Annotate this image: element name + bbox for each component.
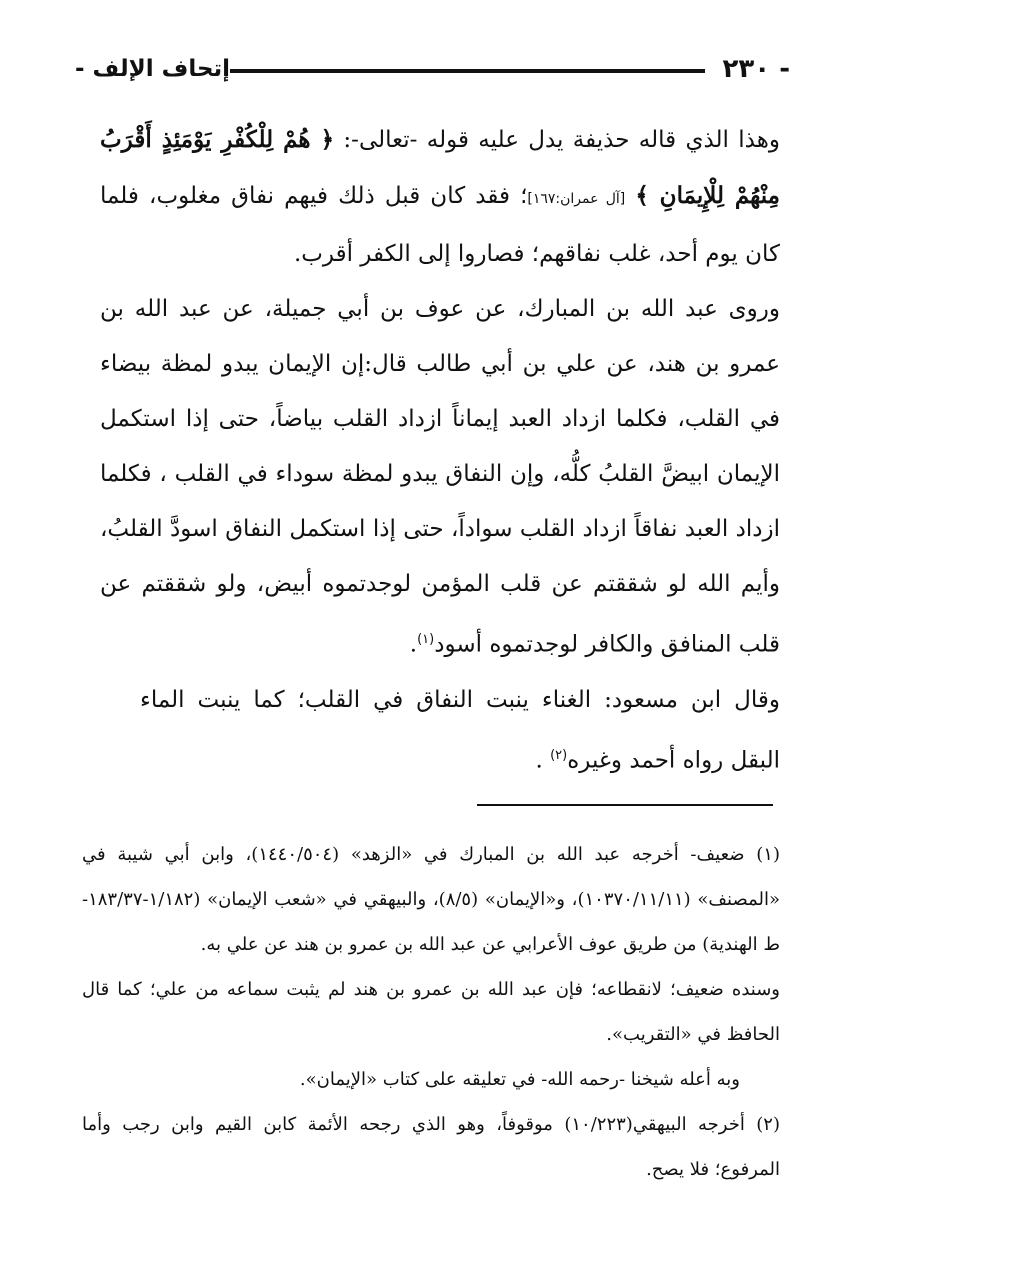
main-text bbox=[100, 112, 780, 788]
footnote-separator bbox=[477, 804, 773, 806]
paragraph-2-text: وروى عبد الله بن المبارك، عن عوف بن أبي جميلة، عن عبد الله بن عمرو بن هند، عن علي بن أبي طالب قال:إن الإيمان يبدو لمظة بيضاء في القلب، فكلما ازداد العبد إيماناً ازداد القلب بياضاً، حتى إذا استكمل الإيمان ابيضَّ القلبُ كلُّه، وإن النفاق يبدو لمظة سوداء في القلب ، فكلما ازداد العبد نفاقاً ازداد القلب سواداً، حتى إذا استكمل النفاق اسودَّ القلبُ، وأيم الله لو شققتم عن قلب المؤمن لوجدتموه أبيض، ولو شققتم عن قلب المنافق والكافر لوجدتموه أسود bbox=[100, 296, 780, 658]
header-rule bbox=[230, 69, 705, 73]
paragraph-1 bbox=[100, 112, 780, 282]
footnote-marker-2: (٢) bbox=[550, 747, 568, 763]
paragraph-2-end: . bbox=[409, 631, 418, 658]
paragraph-3-end: . bbox=[535, 747, 551, 774]
footnotes bbox=[82, 832, 780, 1192]
footnote-marker-1: (١) bbox=[417, 632, 435, 647]
footnote-2: (٢) أخرجه البيهقي(١٠/٢٢٣) موقوفاً، وهو الذي رجحه الأئمة كابن القيم وابن رجب وأما المرفوع؛ فلا يصح. bbox=[82, 1114, 780, 1180]
footnote-1: (١) ضعيف- أخرجه عبد الله بن المبارك في «الزهد» (١٤٤٠/٥٠٤)، وابن أبي شيبة في «المصنف» (١٠٣٧٠/١١/١١)، و«الإيمان» (٨/٥)، والبيهقي في «شعب الإيمان» (١/١٨٢-١٨٣/٣٧-ط الهندية) من طريق عوف الأعرابي عن عبد الله بن عمرو بن هند عن علي به. bbox=[82, 844, 780, 955]
paragraph-3 bbox=[100, 673, 780, 789]
paragraph-1-intro: وهذا الذي قاله حذيفة يدل عليه قوله -تعالى-: bbox=[334, 127, 780, 153]
paragraph-3-text: وقال ابن مسعود: الغناء ينبت النفاق في القلب؛ كما ينبت الماء البقل رواه أحمد وغيره bbox=[140, 686, 780, 774]
quran-verse: ﴿ هُمْ لِلْكُفْرِ يَوْمَئِذٍ أَقْرَبُ مِنْهُمْ لِلْإِيمَانِ ﴾ bbox=[100, 126, 780, 209]
running-title: إتحاف الإلف - bbox=[75, 56, 231, 82]
footnote-1-note: وسنده ضعيف؛ لانقطاعه؛ فإن عبد الله بن عمرو بن هند لم يثبت سماعه من علي؛ كما قال الحافظ في «التقريب». bbox=[82, 979, 780, 1045]
page-number: - ٢٣٠ bbox=[722, 54, 790, 84]
paragraph-1-rest: ؛ فقد كان قبل ذلك فيهم نفاق مغلوب، فلما كان يوم أحد، غلب نفاقهم؛ فصاروا إلى الكفر أقرب. bbox=[100, 183, 780, 267]
footnote-1-comment: وبه أعله شيخنا -رحمه الله- في تعليقه على كتاب «الإيمان». bbox=[299, 1069, 740, 1090]
paragraph-2 bbox=[100, 282, 780, 673]
verse-reference: [آل عمران:١٦٧] bbox=[527, 191, 626, 207]
page-header bbox=[75, 52, 790, 92]
